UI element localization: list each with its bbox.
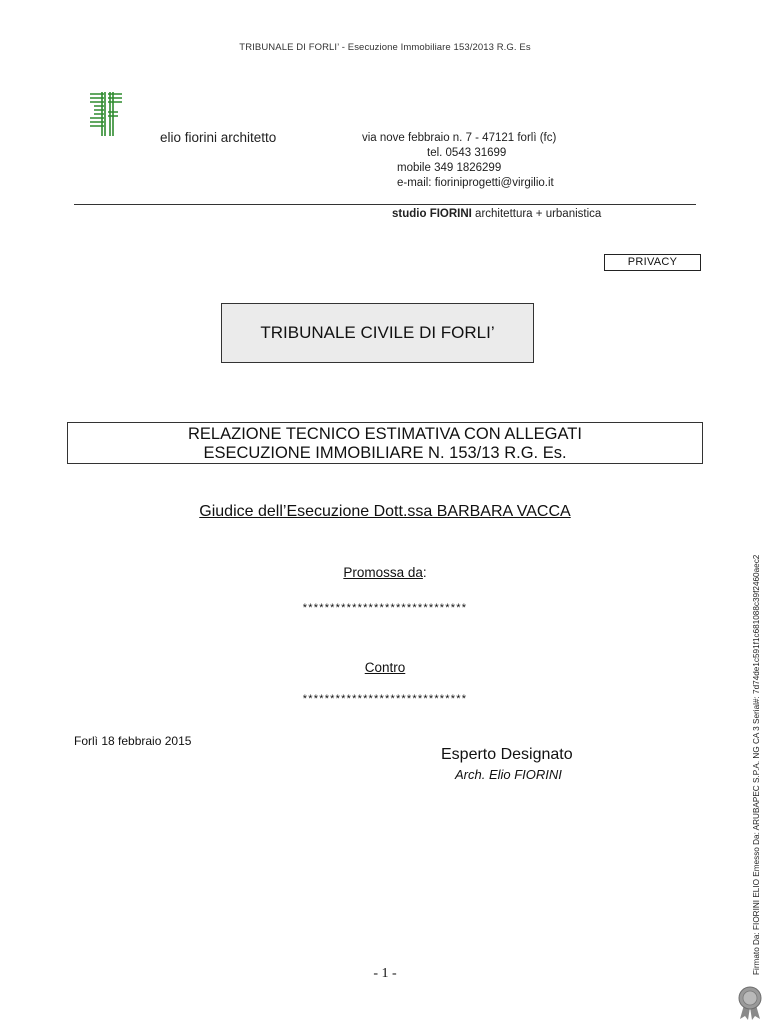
- promoted-by-value: ******************************: [302, 602, 468, 614]
- page-number: - 1 -: [373, 966, 397, 981]
- contact-tel: tel. 0543 31699: [427, 147, 507, 159]
- letterhead-rule: [74, 204, 696, 205]
- studio-name: elio fiorini architetto: [160, 130, 277, 145]
- studio-ff-monogram-icon: [88, 90, 124, 138]
- digital-signature-text: Firmato Da: FIORINI ELIO Emesso Da: ARUBAPEC S.P.A. NG CA 3 Serial#: 7d74de1c591f1c681088c39f2460aec2: [752, 554, 761, 975]
- document-date: Forlì 18 febbraio 2015: [74, 734, 192, 748]
- digital-signature-seal-icon: [735, 985, 765, 1021]
- against-label: Contro: [364, 660, 406, 675]
- promoted-by: [0, 565, 770, 580]
- contact-block: [362, 131, 556, 191]
- judge-line: Giudice dell’Esecuzione Dott.ssa BARBARA VACCA: [199, 503, 571, 520]
- promoted-by-colon: :: [422, 565, 427, 580]
- studio-tagline: [392, 208, 601, 220]
- expert-title: Esperto Designato: [441, 746, 573, 763]
- running-header: TRIBUNALE DI FORLI’ - Esecuzione Immobiliare 153/2013 R.G. Es: [239, 42, 531, 53]
- report-title-line1: RELAZIONE TECNICO ESTIMATIVA CON ALLEGATI: [188, 425, 582, 443]
- privacy-label: PRIVACY: [604, 254, 701, 271]
- report-title-line2: ESECUZIONE IMMOBILIARE N. 153/13 R.G. Es.: [203, 444, 567, 462]
- contact-mobile: mobile 349 1826299: [397, 162, 502, 174]
- promoted-by-label: Promossa da: [343, 565, 423, 580]
- tagline-rest: architettura + urbanistica: [471, 208, 602, 220]
- against-value: ******************************: [302, 693, 468, 705]
- report-title-box: [67, 422, 703, 464]
- expert-name: Arch. Elio FIORINI: [455, 767, 562, 782]
- contact-email: e-mail: fioriniprogetti@virgilio.it: [397, 177, 554, 189]
- contact-address: via nove febbraio n. 7 - 47121 forlì (fc): [362, 132, 557, 144]
- court-title: TRIBUNALE CIVILE DI FORLI’: [221, 303, 534, 363]
- tagline-bold: studio FIORINI: [392, 208, 472, 220]
